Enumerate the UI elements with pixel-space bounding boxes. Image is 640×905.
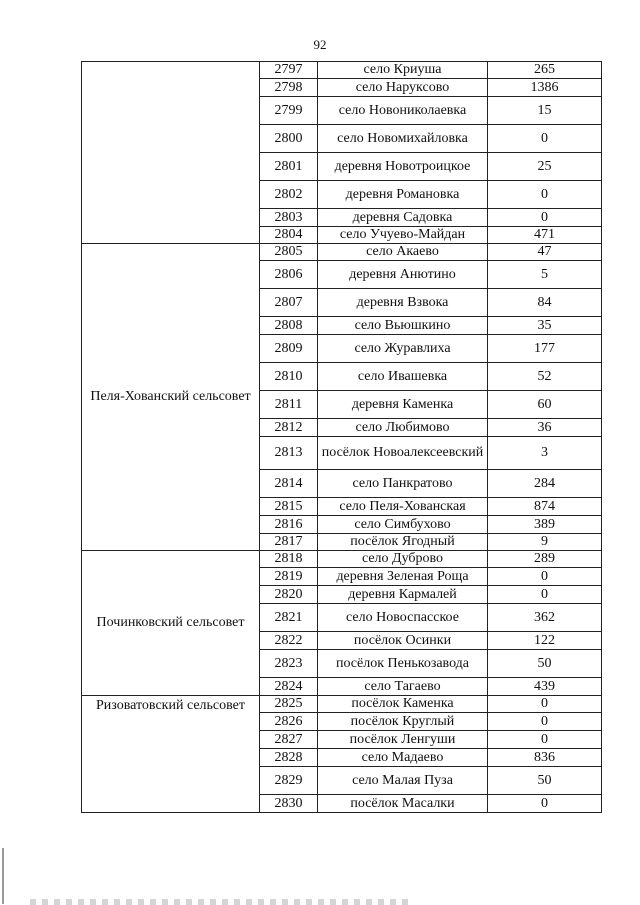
settlement-name: деревня Романовка bbox=[318, 181, 488, 209]
settlement-name: посёлок Ягодный bbox=[318, 534, 488, 551]
settlement-name: деревня Взвока bbox=[318, 289, 488, 317]
settlement-name: деревня Каменка bbox=[318, 391, 488, 419]
settlement-name: село Учуево-Майдан bbox=[318, 227, 488, 244]
population: 0 bbox=[488, 181, 602, 209]
scan-bottom-artifact bbox=[30, 899, 410, 905]
population: 439 bbox=[488, 678, 602, 696]
row-number: 2798 bbox=[260, 79, 318, 97]
population: 0 bbox=[488, 795, 602, 813]
row-number: 2814 bbox=[260, 470, 318, 498]
population: 47 bbox=[488, 244, 602, 261]
row-number: 2819 bbox=[260, 568, 318, 586]
row-number: 2816 bbox=[260, 516, 318, 534]
population: 177 bbox=[488, 335, 602, 363]
settlement-name: село Панкратово bbox=[318, 470, 488, 498]
settlement-name: село Журавлиха bbox=[318, 335, 488, 363]
population: 0 bbox=[488, 713, 602, 731]
row-number: 2807 bbox=[260, 289, 318, 317]
table-row bbox=[82, 244, 602, 261]
population: 122 bbox=[488, 632, 602, 650]
settlement-name: посёлок Пенькозавода bbox=[318, 650, 488, 678]
row-number: 2805 bbox=[260, 244, 318, 261]
population: 0 bbox=[488, 209, 602, 227]
settlement-name: село Симбухово bbox=[318, 516, 488, 534]
page-number: 92 bbox=[313, 37, 327, 52]
settlement-name: село Ивашевка bbox=[318, 363, 488, 391]
row-number: 2828 bbox=[260, 749, 318, 767]
settlement-name: село Тагаево bbox=[318, 678, 488, 696]
population: 15 bbox=[488, 97, 602, 125]
population: 471 bbox=[488, 227, 602, 244]
population: 0 bbox=[488, 586, 602, 604]
population: 50 bbox=[488, 767, 602, 795]
row-number: 2824 bbox=[260, 678, 318, 696]
district-cell: Починковский сельсовет bbox=[82, 551, 260, 696]
population: 1386 bbox=[488, 79, 602, 97]
row-number: 2826 bbox=[260, 713, 318, 731]
settlement-name: посёлок Круглый bbox=[318, 713, 488, 731]
population: 84 bbox=[488, 289, 602, 317]
row-number: 2821 bbox=[260, 604, 318, 632]
settlement-name: село Мадаево bbox=[318, 749, 488, 767]
settlement-name: посёлок Осинки bbox=[318, 632, 488, 650]
population: 0 bbox=[488, 696, 602, 713]
row-number: 2802 bbox=[260, 181, 318, 209]
settlement-name: село Дуброво bbox=[318, 551, 488, 568]
population: 0 bbox=[488, 731, 602, 749]
row-number: 2810 bbox=[260, 363, 318, 391]
population: 265 bbox=[488, 62, 602, 79]
table-row bbox=[82, 62, 602, 79]
population: 3 bbox=[488, 437, 602, 470]
settlement-name: посёлок Каменка bbox=[318, 696, 488, 713]
population: 25 bbox=[488, 153, 602, 181]
row-number: 2830 bbox=[260, 795, 318, 813]
settlement-name: посёлок Новоалексеевский bbox=[318, 437, 488, 470]
settlement-name: село Новомихайловка bbox=[318, 125, 488, 153]
row-number: 2812 bbox=[260, 419, 318, 437]
row-number: 2820 bbox=[260, 586, 318, 604]
district-cell bbox=[82, 62, 260, 244]
row-number: 2825 bbox=[260, 696, 318, 713]
row-number: 2804 bbox=[260, 227, 318, 244]
scan-edge-mark bbox=[2, 848, 4, 904]
row-number: 2811 bbox=[260, 391, 318, 419]
settlement-name: село Акаево bbox=[318, 244, 488, 261]
population: 362 bbox=[488, 604, 602, 632]
row-number: 2808 bbox=[260, 317, 318, 335]
row-number: 2823 bbox=[260, 650, 318, 678]
row-number: 2801 bbox=[260, 153, 318, 181]
population: 5 bbox=[488, 261, 602, 289]
population: 9 bbox=[488, 534, 602, 551]
row-number: 2815 bbox=[260, 498, 318, 516]
population: 36 bbox=[488, 419, 602, 437]
district-cell: Пеля-Хованский сельсовет bbox=[82, 244, 260, 551]
settlement-name: деревня Кармалей bbox=[318, 586, 488, 604]
population: 50 bbox=[488, 650, 602, 678]
population: 35 bbox=[488, 317, 602, 335]
population: 389 bbox=[488, 516, 602, 534]
population: 0 bbox=[488, 568, 602, 586]
settlement-name: село Новониколаевка bbox=[318, 97, 488, 125]
settlement-name: село Криуша bbox=[318, 62, 488, 79]
row-number: 2799 bbox=[260, 97, 318, 125]
settlement-name: село Малая Пуза bbox=[318, 767, 488, 795]
settlement-name: деревня Анютино bbox=[318, 261, 488, 289]
settlement-name: село Новоспасское bbox=[318, 604, 488, 632]
district-cell: Ризоватовский сельсовет bbox=[82, 696, 260, 813]
table-row bbox=[82, 696, 602, 713]
population: 289 bbox=[488, 551, 602, 568]
row-number: 2813 bbox=[260, 437, 318, 470]
row-number: 2797 bbox=[260, 62, 318, 79]
population: 836 bbox=[488, 749, 602, 767]
settlement-name: село Наруксово bbox=[318, 79, 488, 97]
settlement-name: село Пеля-Хованская bbox=[318, 498, 488, 516]
population: 0 bbox=[488, 125, 602, 153]
population: 874 bbox=[488, 498, 602, 516]
settlement-name: село Любимово bbox=[318, 419, 488, 437]
settlement-name: село Вьюшкино bbox=[318, 317, 488, 335]
population: 52 bbox=[488, 363, 602, 391]
settlement-name: деревня Садовка bbox=[318, 209, 488, 227]
settlement-name: посёлок Ленгуши bbox=[318, 731, 488, 749]
row-number: 2818 bbox=[260, 551, 318, 568]
row-number: 2817 bbox=[260, 534, 318, 551]
population: 60 bbox=[488, 391, 602, 419]
settlement-name: деревня Новотроицкое bbox=[318, 153, 488, 181]
row-number: 2829 bbox=[260, 767, 318, 795]
settlements-table bbox=[81, 61, 602, 813]
table-row bbox=[82, 551, 602, 568]
row-number: 2803 bbox=[260, 209, 318, 227]
population: 284 bbox=[488, 470, 602, 498]
row-number: 2809 bbox=[260, 335, 318, 363]
row-number: 2827 bbox=[260, 731, 318, 749]
row-number: 2806 bbox=[260, 261, 318, 289]
row-number: 2800 bbox=[260, 125, 318, 153]
row-number: 2822 bbox=[260, 632, 318, 650]
settlement-name: посёлок Масалки bbox=[318, 795, 488, 813]
settlement-name: деревня Зеленая Роща bbox=[318, 568, 488, 586]
